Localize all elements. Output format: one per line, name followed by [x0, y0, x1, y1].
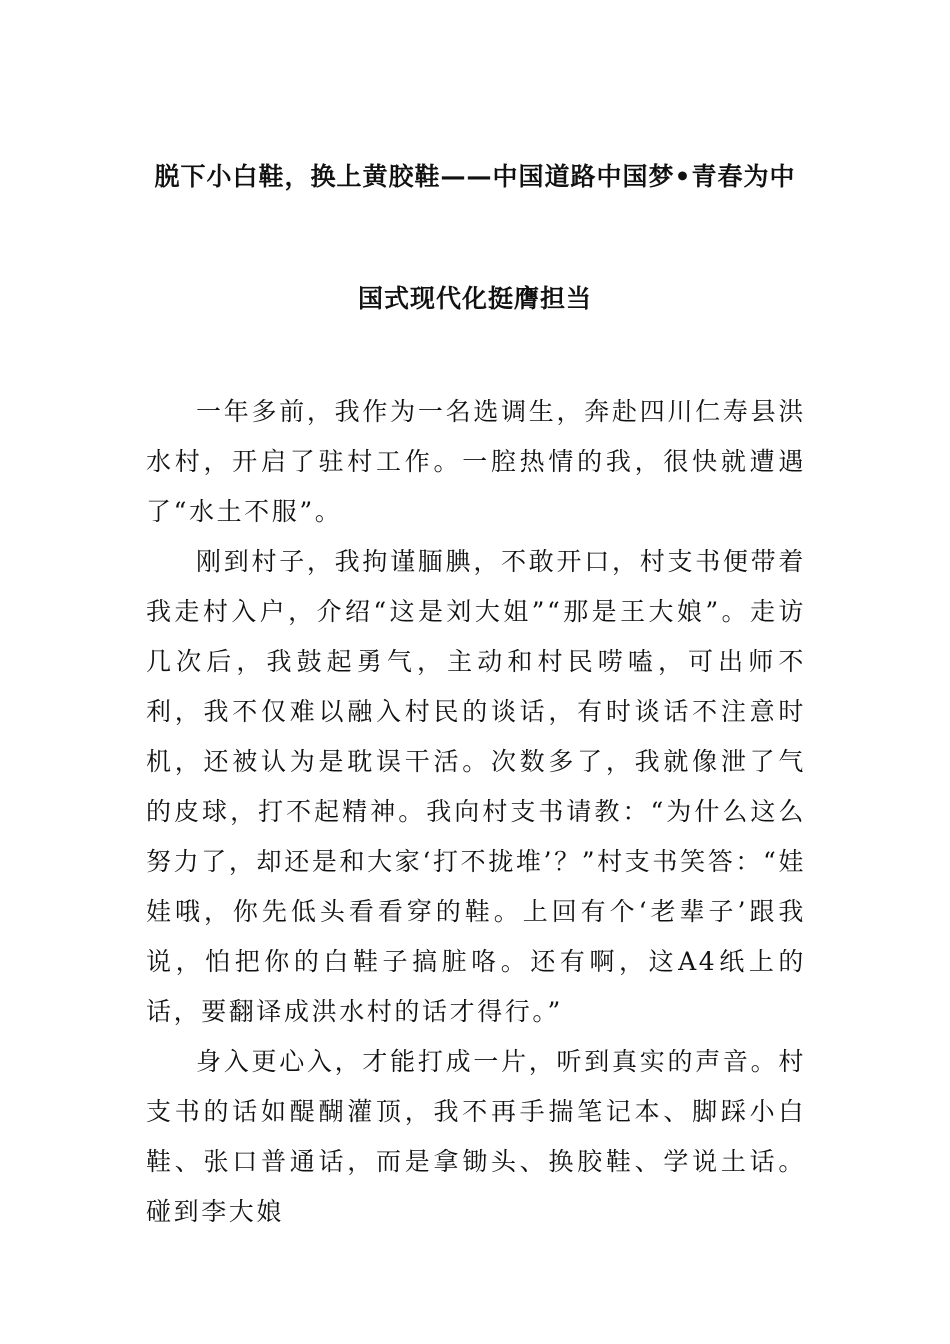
paragraph-1: 一年多前，我作为一名选调生，奔赴四川仁寿县洪水村，开启了驻村工作。一腔热情的我，很快就遭遇了“水土不服”。	[146, 397, 806, 526]
document-body	[146, 387, 806, 1237]
paragraph-2: 刚到村子，我拘谨腼腆，不敢开口，村支书便带着我走村入户，介绍“这是刘大姐”“那是王大娘”。走访几次后，我鼓起勇气，主动和村民唠嗑，可出师不利，我不仅难以融入村民的谈话，有时谈话不注意时机，还被认为是耽误干活。次数多了，我就像泄了气的皮球，打不起精神。我向村支书请教：“为什么这么努力了，却还是和大家‘打不拢堆’？”村支书笑答：“娃娃哦，你先低头看看穿的鞋。上回有个‘老辈子’跟我说，怕把你的白鞋子搞脏咯。还有啊，这A4纸上的话，要翻译成洪水村的话才得行。”	[146, 547, 806, 1026]
document-title-line-2: 国式现代化挺膺担当	[357, 284, 592, 313]
paragraph-3: 身入更心入，才能打成一片，听到真实的声音。村支书的话如醍醐灌顶，我不再手揣笔记本、脚踩小白鞋、张口普通话，而是拿锄头、换胶鞋、学说土话。碰到李大娘	[146, 1047, 806, 1226]
document-title-line-1: 脱下小白鞋，换上黄胶鞋——中国道路中国梦•青春为中	[154, 162, 796, 191]
